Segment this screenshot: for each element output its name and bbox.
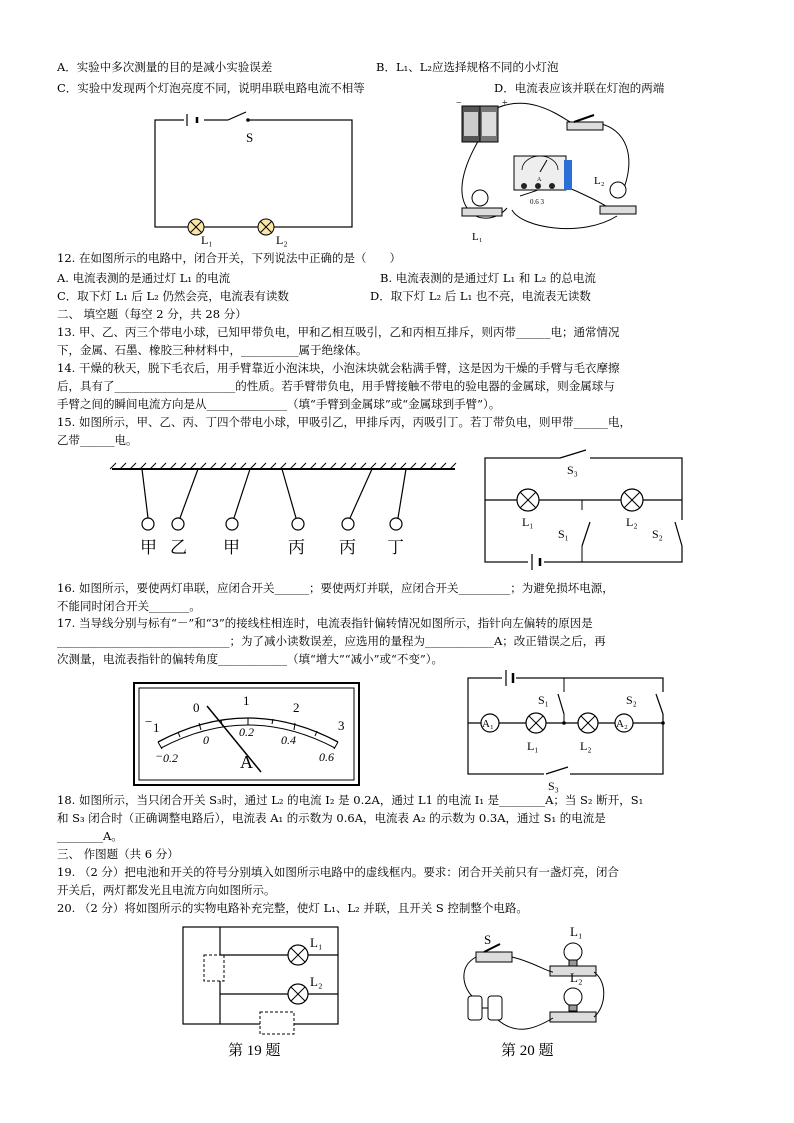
q12-option-c: C．取下灯 L₁ 后 L₂ 仍然会亮，电流表有读数 bbox=[57, 289, 289, 303]
upper-tick-4: 3 bbox=[338, 718, 345, 733]
bulb-l2-icon bbox=[600, 182, 636, 214]
q19-line1: 19. （2 分）把电池和开关的符号分别填入如图所示电路中的虚线框内。要求：闭合开关前只有一盏灯亮，闭合 bbox=[57, 865, 619, 879]
q18-line2: 和 S₃ 闭合时（正确调整电路后），电流表 A₁ 的示数为 0.6A，电流表 A₂ 的示数为 0.3A，通过 S₁ 的电流是 bbox=[57, 811, 606, 825]
q12-option-a: A. 电流表测的是通过灯 L₁ 的电流 bbox=[57, 271, 231, 285]
svg-text:+: + bbox=[502, 98, 508, 109]
lamp-l2 bbox=[578, 713, 598, 733]
switch-label: S bbox=[246, 130, 254, 145]
bulb-l1-label: L₁ bbox=[570, 924, 583, 939]
lamp-l1 bbox=[526, 713, 546, 733]
ammeter-icon bbox=[514, 156, 572, 206]
ball-3 bbox=[226, 518, 238, 530]
lamp-l2 bbox=[621, 489, 643, 511]
q18-line3: ________A。 bbox=[57, 829, 123, 843]
q15-line2: 乙带______电。 bbox=[57, 433, 138, 447]
s1-label: S₁ bbox=[558, 527, 569, 541]
svg-text:−: − bbox=[155, 749, 164, 763]
upper-tick-neg: − bbox=[145, 714, 153, 729]
battery-pack-icon bbox=[456, 98, 508, 142]
lamp-l2-label: L₂ bbox=[276, 233, 288, 247]
meter-ticks: 0.6 3 bbox=[530, 198, 544, 206]
q13-line2: 下，金属、石墨、橡胶三种材料中，__________属于绝缘体。 bbox=[57, 343, 368, 357]
q15-hanging-balls bbox=[110, 463, 460, 563]
s3-label: S₃ bbox=[548, 779, 559, 793]
meter-unit: A bbox=[537, 177, 542, 183]
q14-line2: 后，具有了_____________________的性质。若手臂带负电，用手臂接触不带电的验电器的金属球，则金属球与 bbox=[57, 379, 615, 393]
lower-tick-4: 0.6 bbox=[319, 750, 334, 764]
ball-label-6: 丁 bbox=[387, 538, 404, 557]
q11-physical-circuit bbox=[452, 98, 642, 248]
lamp-l1-label: L₁ bbox=[201, 233, 213, 247]
q19-line2: 开关后，两灯都发光且电流方向如图所示。 bbox=[57, 883, 276, 897]
q12-stem: 12. 在如图所示的电路中，闭合开关，下列说法中正确的是（ ） bbox=[57, 251, 401, 265]
section-2-heading: 二、 填空题（每空 2 分，共 28 分） bbox=[57, 307, 247, 321]
ball-2 bbox=[172, 518, 184, 530]
q15-line1: 15. 如图所示，甲、乙、丙、丁四个带电小球，甲吸引乙，甲排斥丙，丙吸引丁。若丁带负电，则甲带______电， bbox=[57, 415, 631, 429]
a2-label: A₂ bbox=[616, 718, 628, 730]
a1-label: A₁ bbox=[482, 718, 494, 730]
s2-label: S₂ bbox=[626, 693, 637, 707]
section-3-heading: 三、 作图题（共 6 分） bbox=[57, 847, 179, 861]
ammeter-unit: A bbox=[240, 752, 253, 772]
q17-line1: 17. 当导线分别与标有“－”和“3”的接线柱相连时，电流表指针偏转情况如图所示，指针向左偏转的原因是 bbox=[57, 616, 593, 630]
ammeter-dial bbox=[133, 682, 363, 788]
l2-label: L₂ bbox=[626, 515, 638, 529]
switch-icon bbox=[567, 115, 603, 130]
q18-line1: 18. 如图所示，当只闭合开关 S₃时，通过 L₂ 的电流 I₂ 是 0.2A，通过 L1 的电流 I₁ 是________A；当 S₂ 断开，S₁ bbox=[57, 793, 644, 807]
q18-circuit-diagram bbox=[464, 668, 674, 793]
upper-tick-3: 2 bbox=[293, 700, 300, 715]
s2-label: S₂ bbox=[652, 527, 663, 541]
switch-s-icon bbox=[476, 944, 512, 962]
lower-tick-2: 0.2 bbox=[239, 725, 254, 739]
bulb-l2-label: L₂ bbox=[594, 175, 605, 187]
q12-option-b: B. 电流表测的是通过灯 L₁ 和 L₂ 的总电流 bbox=[380, 271, 596, 285]
switch-label: S bbox=[484, 932, 492, 947]
ball-label-2: 乙 bbox=[170, 538, 187, 557]
upper-tick-1: 0 bbox=[193, 700, 200, 715]
option-d: D．电流表应该并联在灯泡的两端 bbox=[494, 81, 665, 95]
svg-text:−: − bbox=[456, 98, 462, 109]
q20-line1: 20. （2 分）将如图所示的实物电路补充完整，使灯 L₁、L₂ 并联，且开关 S 控制整个电路。 bbox=[57, 901, 528, 915]
l2-label: L₂ bbox=[580, 739, 592, 753]
bulb-l1-icon bbox=[462, 190, 502, 216]
lamp-l2 bbox=[258, 219, 274, 235]
upper-tick-2: 1 bbox=[243, 693, 250, 708]
lower-tick-1: 0 bbox=[203, 733, 209, 747]
ball-label-5: 丙 bbox=[339, 538, 356, 557]
l2-label: L₂ bbox=[310, 974, 323, 989]
s1-label: S₁ bbox=[538, 693, 549, 707]
l1-label: L₁ bbox=[527, 739, 539, 753]
ball-label-3: 甲 bbox=[223, 538, 240, 557]
lamp-l1 bbox=[288, 945, 308, 965]
q11-circuit-diagram bbox=[140, 110, 370, 250]
q16-line2: 不能同时闭合开关_______。 bbox=[57, 599, 201, 613]
q12-option-d: D．取下灯 L₂ 后 L₁ 也不亮，电流表无读数 bbox=[370, 289, 591, 303]
lower-tick-0: 0.2 bbox=[163, 751, 178, 765]
bulb-l2-icon bbox=[550, 988, 596, 1022]
q14-line1: 14. 干燥的秋天，脱下毛衣后，用手臂靠近小泡沫块，小泡沫块就会粘满手臂，这是因为干燥的手臂与毛衣摩擦 bbox=[57, 361, 620, 375]
dashed-box-bottom bbox=[260, 1012, 294, 1034]
option-a: A．实验中多次测量的目的是减小实验误差 bbox=[57, 60, 273, 74]
ball-label-1: 甲 bbox=[140, 538, 157, 557]
ball-6 bbox=[390, 518, 402, 530]
ball-4 bbox=[292, 518, 304, 530]
q20-physical-circuit bbox=[458, 922, 628, 1062]
dashed-box-left bbox=[204, 955, 224, 981]
q16-line1: 16. 如图所示，要使两灯串联，应闭合开关______；要使两灯并联，应闭合开关_________；为避免损坏电源， bbox=[57, 581, 614, 595]
q17-line2: ______________________________；为了减小读数误差，应选用的量程为____________A；改正错误之后，再 bbox=[57, 634, 606, 648]
q17-line3: 次测量，电流表指针的偏转角度____________（填“增大”“减小”或“不变”）。 bbox=[57, 652, 444, 666]
bulb-l2-label: L₂ bbox=[570, 970, 583, 985]
upper-tick-0: 1 bbox=[153, 720, 160, 735]
ball-5 bbox=[342, 518, 354, 530]
q13-line1: 13. 甲、乙、丙三个带电小球，已知甲带负电，甲和乙相互吸引，乙和丙相互排斥，则丙带______电；通常情况 bbox=[57, 325, 620, 339]
l1-label: L₁ bbox=[310, 935, 323, 950]
lower-tick-3: 0.4 bbox=[281, 733, 296, 747]
l1-label: L₁ bbox=[522, 515, 534, 529]
fig20-caption: 第 20 题 bbox=[501, 1043, 554, 1059]
q19-circuit-diagram bbox=[180, 922, 350, 1062]
option-c: C．实验中发现两个灯泡亮度不同，说明串联电路电流不相等 bbox=[57, 81, 365, 95]
lamp-l2 bbox=[288, 984, 308, 1004]
ball-1 bbox=[142, 518, 154, 530]
lamp-l1 bbox=[517, 489, 539, 511]
s3-label: S₃ bbox=[567, 463, 578, 477]
q14-line3: 手臂之间的瞬间电流方向是从______________（填“手臂到金属球”或“金属球到手臂”）。 bbox=[57, 397, 501, 411]
ball-label-4: 丙 bbox=[288, 538, 305, 557]
option-b: B．L₁、L₂应选择规格不同的小灯泡 bbox=[376, 60, 559, 74]
q16-circuit-diagram bbox=[480, 450, 690, 575]
fig19-caption: 第 19 题 bbox=[228, 1043, 281, 1059]
bulb-l1-label: L₁ bbox=[472, 231, 483, 243]
